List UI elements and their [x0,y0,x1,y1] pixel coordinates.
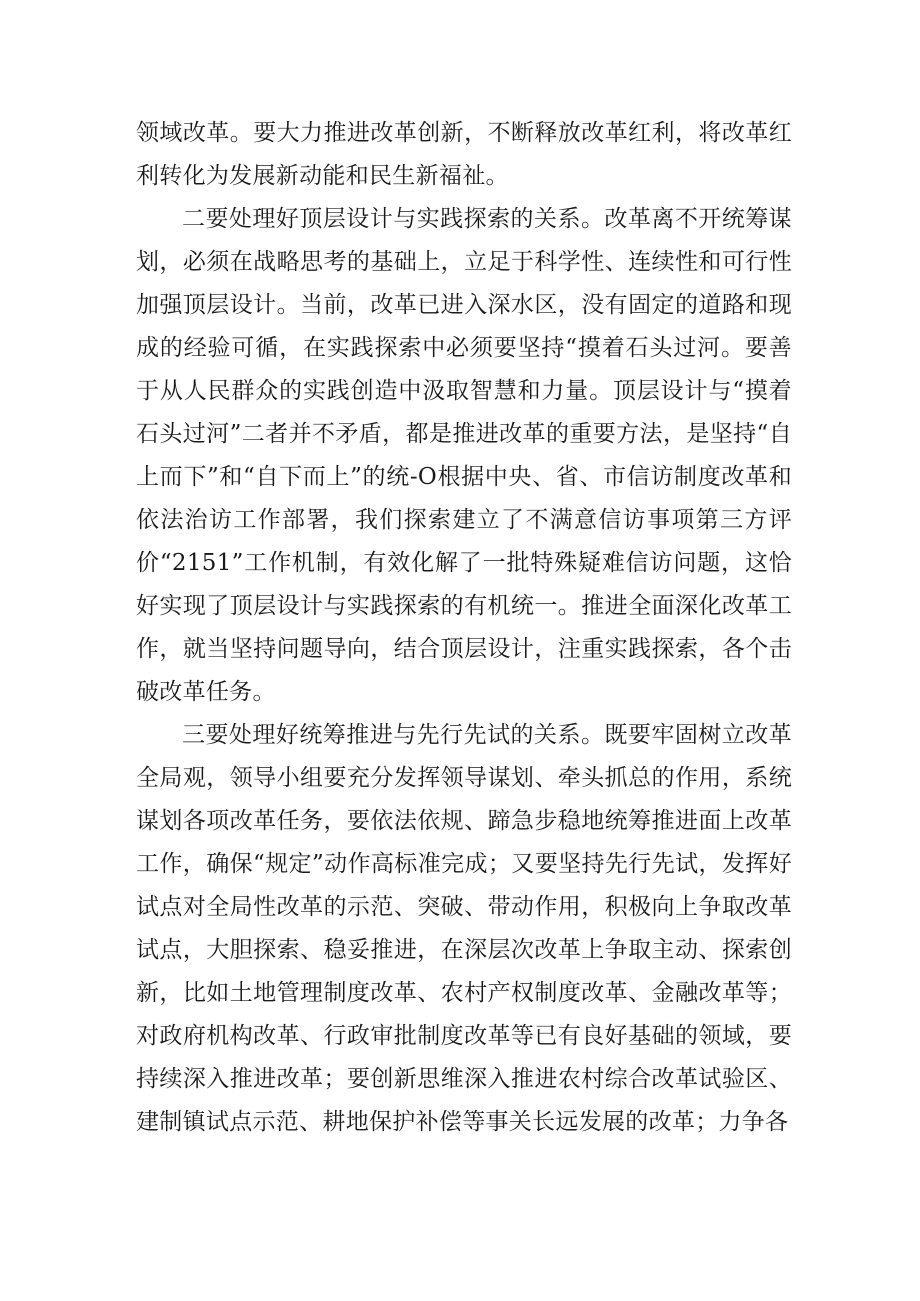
paragraph-3: 三要处理好统筹推进与先行先试的关系。既要牢固树立改革全局观，领导小组要充分发挥领导谋划、牵头抓总的作用，系统谋划各项改革任务，要依法依规、蹄急步稳地统筹推进面上改革工作，确保“规定”动作高标准完成；又要坚持先行先试，发挥好试点对全局性改革的示范、突破、带动作用，积极向上争取改革试点，大胆探索、稳妥推进，在深层次改革上争取主动、探索创新，比如土地管理制度改革、农村产权制度改革、金融改革等；对政府机构改革、行政审批制度改革等已有良好基础的领域，要持续深入推进改革；要创新思维深入推进农村综合改革试验区、建制镇试点示范、耕地保护补偿等事关长远发展的改革；力争各 [136,722,792,1135]
paragraph-1: 领域改革。要大力推进改革创新，不断释放改革红利，将改革红利转化为发展新动能和民生新福祉。 [136,120,792,189]
document-body [136,112,792,1144]
paragraph-2: 二要处理好顶层设计与实践探索的关系。改革离不开统筹谋划，必须在战略思考的基础上，立足于科学性、连续性和可行性加强顶层设计。当前，改革已进入深水区，没有固定的道路和现成的经验可循，在实践探索中必须要坚持“摸着石头过河。要善于从人民群众的实践创造中汲取智慧和力量。顶层设计与“摸着石头过河”二者并不矛盾，都是推进改革的重要方法，是坚持“自上而下”和“自下而上”的统-O根据中央、省、市信访制度改革和依法治访工作部署，我们探索建立了不满意信访事项第三方评价“2151”工作机制，有效化解了一批特殊疑难信访问题，这恰好实现了顶层设计与实践探索的有机统一。推进全面深化改革工作，就当坚持问题导向，结合顶层设计，注重实践探索，各个击破改革任务。 [136,206,792,705]
